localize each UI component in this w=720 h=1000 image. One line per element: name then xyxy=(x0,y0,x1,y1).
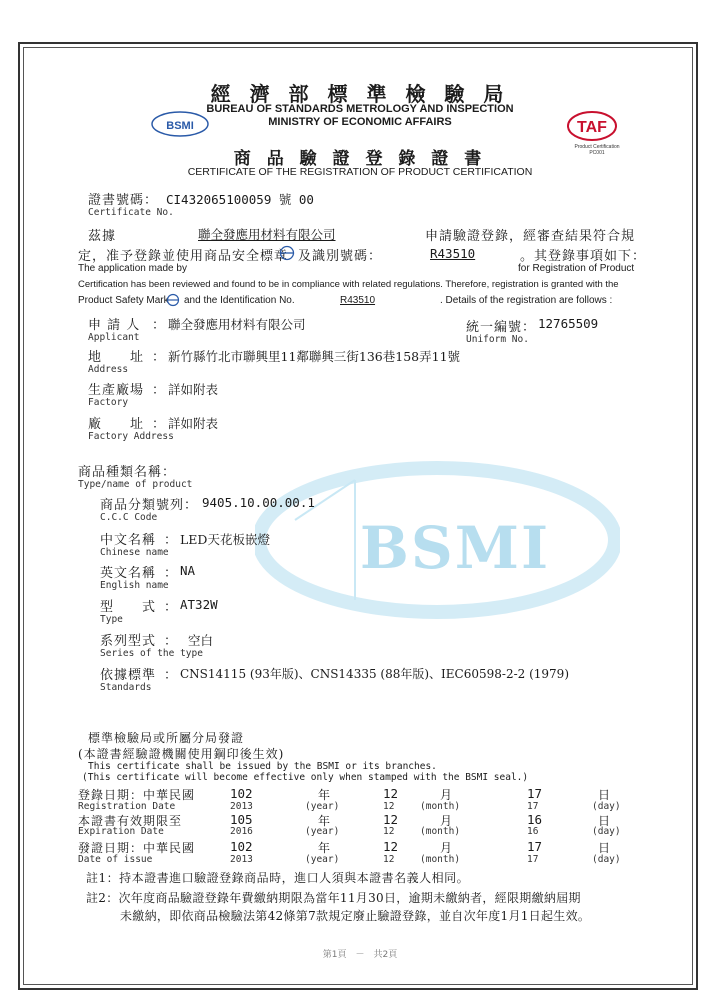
address-value: 新竹縣竹北市聯興里11鄰聯興三街136巷158弄11號 xyxy=(168,349,461,364)
safety-mark-icon-en xyxy=(165,293,181,307)
bsmi-logo-text: BSMI xyxy=(166,120,194,132)
safety-mark-icon xyxy=(278,245,296,261)
uniform-no-label-en: Uniform No. xyxy=(466,334,529,345)
statement-en-line1-pre: The application made by xyxy=(78,263,187,274)
statement-en-line3-id: R43510 xyxy=(340,295,376,306)
bureau-title-zh: 經 濟 部 標 準 檢 驗 局 xyxy=(210,82,510,106)
standards-label: 依據標準 xyxy=(100,668,157,683)
expiration-month-unit-en: (month) xyxy=(420,826,461,837)
uniform-no-label: 統一編號： xyxy=(466,320,537,335)
issue-day-unit-en: (day) xyxy=(592,854,621,865)
issue-month-unit-en: (month) xyxy=(420,854,461,865)
expiration-day: 16 xyxy=(527,812,543,827)
applicant-value: 聯全發應用材料有限公司 xyxy=(168,317,306,332)
chinese-name-label-en: Chinese name xyxy=(100,547,169,558)
factory-address-value: 詳如附表 xyxy=(168,416,219,431)
registration-year-unit: 年 xyxy=(318,788,332,802)
series-label: 系列型式 xyxy=(100,634,157,649)
ccc-code-value: 9405.10.00.00.1 xyxy=(202,495,315,510)
factory-label-en: Factory xyxy=(88,397,129,408)
taf-sub1: Product Certification xyxy=(574,144,620,150)
english-name-colon: ： xyxy=(164,566,179,581)
issuance-line4: (This certificate will become effective only when stamped with the BSMI seal.) xyxy=(82,772,529,783)
statement-zh-prefix: 茲據 xyxy=(88,229,117,244)
factory-value: 詳如附表 xyxy=(168,382,219,397)
statement-company: 聯全發應用材料有限公司 xyxy=(198,227,336,242)
expiration-day-unit-en: (day) xyxy=(592,826,621,837)
registration-date-label: 登錄日期：中華民國 xyxy=(78,788,196,802)
type-label: 型 式 xyxy=(100,600,157,615)
statement-en-line2: Certification has been reviewed and found to be in compliance with related regulations. Therefore, registration is granted with the xyxy=(78,279,619,290)
issue-year-unit: 年 xyxy=(318,841,332,855)
address-label-en: Address xyxy=(88,364,129,375)
series-value: 空白 xyxy=(188,633,214,648)
english-name-label-en: English name xyxy=(100,580,169,591)
issue-month-unit: 月 xyxy=(440,841,454,855)
type-value: AT32W xyxy=(180,597,218,612)
ministry-title-en: MINISTRY OF ECONOMIC AFFAIRS xyxy=(268,116,452,128)
issue-year-en: 2013 xyxy=(230,854,253,865)
certificate-no-label: 證書號碼： xyxy=(88,193,159,208)
watermark-text: BSMI xyxy=(359,514,551,582)
note-1: 註1：持本證書進口驗證登錄商品時，進口人須與本證書名義人相同。 xyxy=(86,871,470,885)
chinese-name-label: 中文名稱 xyxy=(100,533,157,548)
issuance-line3: This certificate shall be issued by the BSMI or its branches. xyxy=(88,761,437,772)
chinese-name-value: LED天花板嵌燈 xyxy=(180,532,270,547)
registration-month-unit: 月 xyxy=(440,788,454,802)
chinese-name-colon: ： xyxy=(164,533,179,548)
registration-day-unit-en: (day) xyxy=(592,801,621,812)
issue-day: 17 xyxy=(527,839,543,854)
address-colon: ： xyxy=(152,350,167,365)
series-colon: ： xyxy=(164,634,179,649)
registration-year: 102 xyxy=(230,786,253,801)
issue-day-en: 17 xyxy=(527,854,539,865)
certificate-title-en: CERTIFICATE OF THE REGISTRATION OF PRODUCT CERTIFICATION xyxy=(187,166,533,178)
certificate-no-label-en: Certificate No. xyxy=(88,207,174,218)
expiration-year-unit: 年 xyxy=(318,814,332,828)
statement-id-code: R43510 xyxy=(430,246,476,261)
registration-month-en: 12 xyxy=(383,801,395,812)
factory-address-colon: ： xyxy=(152,417,167,432)
standards-colon: ： xyxy=(164,668,179,683)
certificate-no-value: CI432065100059 號 00 xyxy=(166,192,314,207)
page-number: 第1頁 － 共2頁 xyxy=(322,950,398,960)
expiration-year-en: 2016 xyxy=(230,826,253,837)
registration-year-unit-en: (year) xyxy=(305,801,340,812)
registration-day-unit: 日 xyxy=(598,788,612,802)
issue-date-label: 發證日期：中華民國 xyxy=(78,841,196,855)
certificate-title-zh: 商 品 驗 證 登 錄 證 書 xyxy=(233,149,487,169)
statement-zh-line1-post: 申請驗證登錄，經審查結果符合規 xyxy=(425,229,636,244)
statement-zh-line2-mid: 及識別號碼： xyxy=(298,249,383,264)
uniform-no-value: 12765509 xyxy=(538,316,599,331)
statement-en-line3-post: . Details of the registration are follows : xyxy=(440,295,613,306)
issue-date-label-en: Date of issue xyxy=(78,854,153,865)
statement-en-line3-mid: and the Identification No. xyxy=(184,295,295,306)
issue-month: 12 xyxy=(383,839,399,854)
applicant-colon: ： xyxy=(152,318,167,333)
expiration-date-label-en: Expiration Date xyxy=(78,826,164,837)
english-name-value: NA xyxy=(180,563,196,578)
registration-day: 17 xyxy=(527,786,543,801)
statement-zh-line2-post: 。其登錄事項如下： xyxy=(520,249,647,264)
type-colon: ： xyxy=(164,600,179,615)
series-label-en: Series of the type xyxy=(100,648,203,659)
expiration-day-unit: 日 xyxy=(598,814,612,828)
bureau-title-en: BUREAU OF STANDARDS METROLOGY AND INSPECTION xyxy=(206,103,514,115)
factory-colon: ： xyxy=(152,383,167,398)
bsmi-watermark xyxy=(255,460,620,620)
statement-en-line3-pre: Product Safety Mark xyxy=(78,295,169,306)
issue-year: 102 xyxy=(230,839,253,854)
expiration-month-en: 12 xyxy=(383,826,395,837)
product-type-label-en: Type/name of product xyxy=(78,479,193,490)
type-label-en: Type xyxy=(100,614,123,625)
expiration-month-unit: 月 xyxy=(440,814,454,828)
registration-month-unit-en: (month) xyxy=(420,801,461,812)
factory-address-label: 廠 址 xyxy=(88,417,145,432)
expiration-day-en: 16 xyxy=(527,826,539,837)
statement-zh-line2-pre: 定，准予登錄並使用商品安全標章 xyxy=(78,249,289,264)
taf-sub2: PC001 xyxy=(589,150,605,156)
registration-date-label-en: Registration Date xyxy=(78,801,176,812)
issue-day-unit: 日 xyxy=(598,841,612,855)
issuance-line2: (本證書經驗證機關使用鋼印後生效) xyxy=(78,747,285,761)
issuance-line1: 標準檢驗局或所屬分局發證 xyxy=(88,731,245,745)
taf-logo-text: TAF xyxy=(577,119,607,136)
english-name-label: 英文名稱 xyxy=(100,566,157,581)
expiration-year-unit-en: (year) xyxy=(305,826,340,837)
issue-month-en: 12 xyxy=(383,854,395,865)
expiration-month: 12 xyxy=(383,812,399,827)
factory-label: 生產廠場 xyxy=(88,383,145,398)
standards-value: CNS14115 (93年版)、CNS14335 (88年版)、IEC60598-2-2 (1979) xyxy=(180,667,569,681)
expiration-year: 105 xyxy=(230,812,253,827)
applicant-label: 申 請 人 xyxy=(88,318,141,333)
issue-year-unit-en: (year) xyxy=(305,854,340,865)
ccc-code-label-en: C.C.C Code xyxy=(100,512,158,523)
factory-address-label-en: Factory Address xyxy=(88,431,174,442)
applicant-label-en: Applicant xyxy=(88,332,140,343)
statement-en-line1-post: for Registration of Product xyxy=(518,263,635,274)
note-2-line2: 未繳納，即依商品檢驗法第42條第7款規定廢止驗證登錄，並自次年度1月1日起生效。 xyxy=(120,909,591,923)
expiration-date-label: 本證書有效期限至 xyxy=(78,814,183,828)
standards-label-en: Standards xyxy=(100,682,152,693)
ccc-code-label: 商品分類號列： xyxy=(100,498,199,513)
note-2-line1: 註2：次年度商品驗證登錄年費繳納期限為當年11月30日，逾期未繳納者，經限期繳納屆期 xyxy=(86,891,581,905)
registration-day-en: 17 xyxy=(527,801,539,812)
product-type-label: 商品種類名稱： xyxy=(78,465,177,480)
registration-year-en: 2013 xyxy=(230,801,253,812)
registration-month: 12 xyxy=(383,786,399,801)
address-label: 地 址 xyxy=(88,350,145,365)
